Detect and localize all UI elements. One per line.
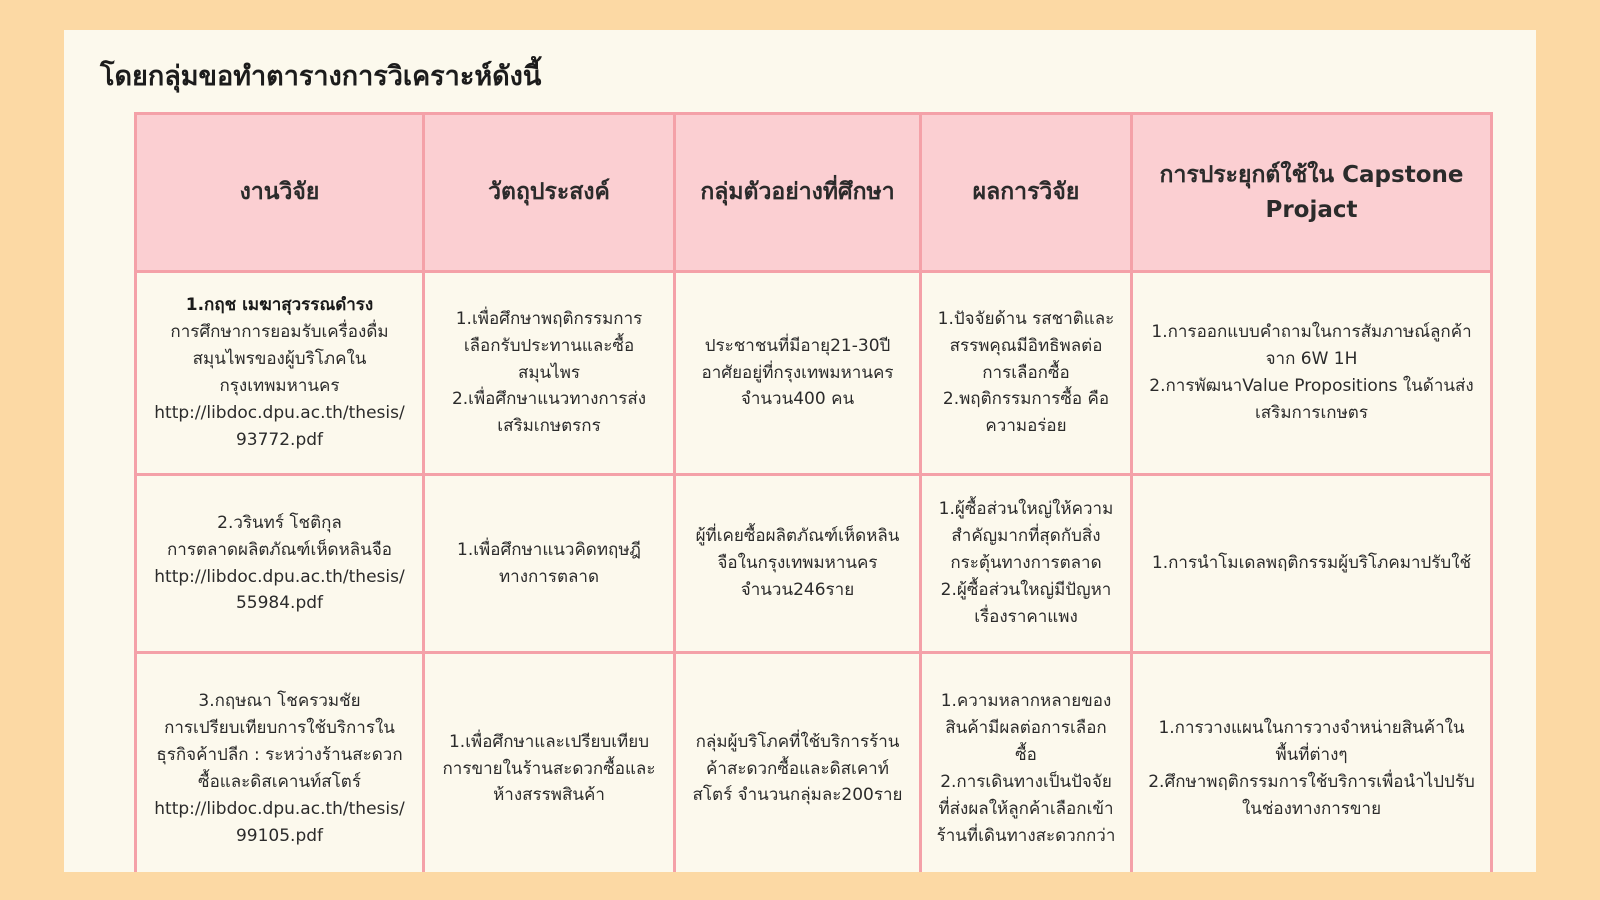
application-item: 1.การนำโมเดลพฤติกรรมผู้บริโภคมาปรับใช้: [1151, 553, 1472, 574]
application-item: 2.การพัฒนาValue Propositions ในด้านส่งเสริมการเกษตร: [1149, 376, 1474, 423]
cell-application: [1132, 653, 1492, 873]
header-research: งานวิจัย: [136, 114, 424, 272]
objective-item: 1.เพื่อศึกษาพฤติกรรมการเลือกรับประทานและซื้อสมุนไพร: [455, 308, 643, 383]
sample-text: ผู้ที่เคยซื้อผลิตภัณฑ์เห็ดหลินจือในกรุงเทพมหานคร จำนวน246ราย: [695, 526, 900, 600]
result-item: 1.ความหลากหลายของสินค้ามีผลต่อการเลือกซื้อ: [940, 691, 1112, 766]
sample-text: กลุ่มผู้บริโภคที่ใช้บริการร้านค้าสะดวกซื้อและดิสเคาท์สโตร์ จำนวนกลุ่มละ200ราย: [692, 731, 903, 806]
analysis-table: [134, 112, 1493, 872]
objective-item: 1.เพื่อศึกษาและเปรียบเทียบการขายในร้านสะดวกซื้อและห้างสรรพสินค้า: [442, 731, 656, 806]
researcher-name: 2.วรินทร์ โชติกุล: [217, 512, 342, 533]
header-application: การประยุกต์ใช้ใน Capstone Projact: [1132, 114, 1492, 272]
cell-objective: [424, 475, 675, 653]
table-row: [136, 272, 1492, 475]
result-item: 1.ผู้ซื้อส่วนใหญ่ให้ความสำคัญมากที่สุดกับสิ่งกระตุ้นทางการตลาด: [938, 499, 1114, 574]
cell-sample: [675, 475, 921, 653]
research-link[interactable]: http://libdoc.dpu.ac.th/thesis/55984.pdf: [154, 566, 405, 614]
cell-objective: [424, 653, 675, 873]
objective-item: 2.เพื่อศึกษาแนวทางการส่งเสริมเกษตรกร: [451, 389, 647, 437]
cell-research: [136, 475, 424, 653]
cell-objective: [424, 272, 675, 475]
researcher-name: 3.กฤษณา โชครวมชัย: [198, 691, 361, 712]
research-title: การตลาดผลิตภัณฑ์เห็ดหลินจือ: [167, 539, 392, 560]
cell-research: [136, 272, 424, 475]
cell-application: [1132, 475, 1492, 653]
header-results: ผลการวิจัย: [921, 114, 1132, 272]
sample-text: ประชาชนที่มีอายุ21-30ปี อาศัยอยู่ที่กรุงเทพมหานคร จำนวน400 คน: [701, 335, 894, 410]
research-title: การเปรียบเทียบการใช้บริการในธุรกิจค้าปลีก : ระหว่างร้านสะดวกซื้อและดิสเคานท์สโตร์: [156, 718, 403, 792]
header-sample: กลุ่มตัวอย่างที่ศึกษา: [675, 114, 921, 272]
table-row: [136, 653, 1492, 873]
objective-item: 1.เพื่อศึกษาแนวคิดทฤษฎีทางการตลาด: [457, 539, 641, 587]
cell-results: [921, 475, 1132, 653]
page-title: โดยกลุ่มขอทำตารางการวิเคราะห์ดังนี้: [100, 61, 542, 92]
cell-application: [1132, 272, 1492, 475]
cell-research: [136, 653, 424, 873]
application-item: 1.การวางแผนในการวางจำหน่ายสินค้าในพื้นที่ต่างๆ: [1158, 718, 1465, 766]
researcher-name: 1.กฤช เมฆาสุวรรณดำรง: [185, 295, 374, 316]
research-link[interactable]: http://libdoc.dpu.ac.th/thesis/99105.pdf: [154, 798, 405, 846]
table-row: [136, 475, 1492, 653]
result-item: 2.พฤติกรรมการซื้อ คือความอร่อย: [942, 389, 1110, 437]
slide-canvas: [64, 30, 1536, 872]
result-item: 2.ผู้ซื้อส่วนใหญ่มีปัญหาเรื่องราคาแพง: [940, 579, 1112, 627]
application-item: 2.ศึกษาพฤติกรรมการใช้บริการเพื่อนำไปปรับในช่องทางการขาย: [1148, 772, 1475, 819]
cell-results: [921, 272, 1132, 475]
cell-sample: [675, 653, 921, 873]
application-item: 1.การออกแบบคำถามในการสัมภาษณ์ลูกค้า จาก 6W 1H: [1151, 322, 1472, 370]
result-item: 1.ปัจจัยด้าน รสชาติและสรรพคุณมีอิทธิพลต่อการเลือกซื้อ: [937, 308, 1115, 383]
result-item: 2.การเดินทางเป็นปัจจัยที่ส่งผลให้ลูกค้าเลือกเข้าร้านที่เดินทางสะดวกกว่า: [936, 772, 1116, 846]
header-objective: วัตถุประสงค์: [424, 114, 675, 272]
research-title: การศึกษาการยอมรับเครื่องดื่มสมุนไพรของผู้บริโภคในกรุงเทพมหานคร: [170, 322, 389, 396]
cell-results: [921, 653, 1132, 873]
cell-sample: [675, 272, 921, 475]
table-header-row: [136, 114, 1492, 272]
research-link[interactable]: http://libdoc.dpu.ac.th/thesis/93772.pdf: [154, 402, 405, 450]
